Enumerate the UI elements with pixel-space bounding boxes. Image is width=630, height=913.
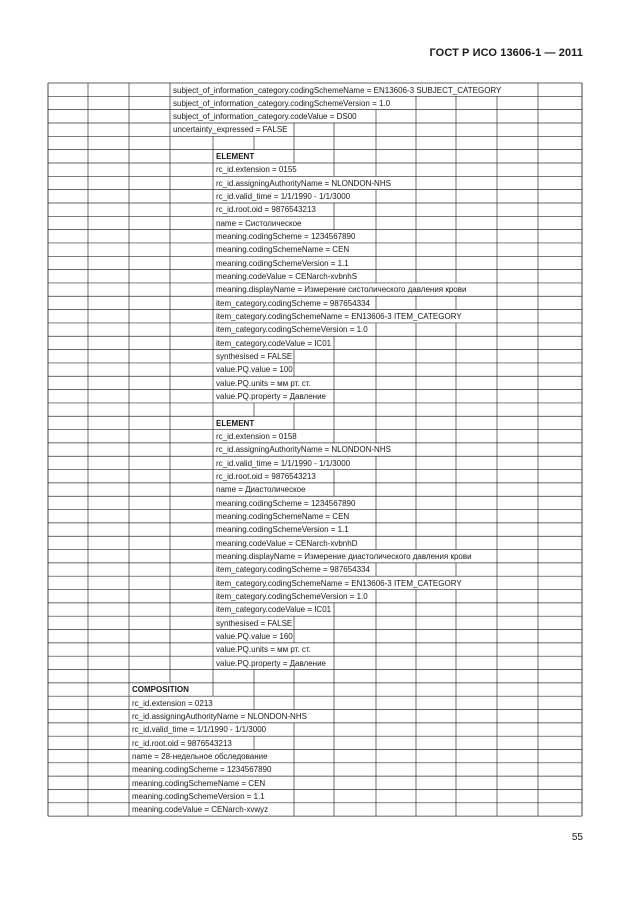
table-cell: item_category.codeValue = IC01: [216, 338, 332, 348]
table-cell: subject_of_information_category.codeValue = DS00: [173, 112, 357, 122]
table-cell: item_category.codingSchemeName = EN13606-3 ITEM_CATEGORY: [216, 312, 462, 322]
table-cell: meaning.displayName = Измерение систолического давления крови: [216, 285, 467, 295]
table-cell: meaning.displayName = Измерение диастолического давления крови: [216, 552, 472, 562]
table-cell: meaning.codeValue = CENarch-xvbnhS: [216, 272, 358, 282]
table-cell: rc_id.root.oid = 9876543213: [132, 738, 232, 748]
table-cell: meaning.codeValue = CENarch-xvwyz: [132, 805, 269, 815]
table-cell: rc_id.valid_time = 1/1/1990 - 1/1/3000: [216, 458, 351, 468]
table-cell: rc_id.valid_time = 1/1/1990 - 1/1/3000: [216, 192, 351, 202]
table-cell: [215, 670, 216, 683]
table-cell: meaning.codingSchemeName = CEN: [216, 512, 350, 522]
table-cell: rc_id.extension = 0158: [216, 432, 297, 442]
table-cell: item_category.codingSchemeVersion = 1.0: [216, 325, 368, 335]
table-cell: item_category.codingSchemeVersion = 1.0: [216, 592, 368, 602]
table-cell: name = Диастолическое: [216, 485, 306, 495]
table-cell: value.PQ.units = мм рт. ст.: [216, 645, 311, 655]
table-cell: meaning.codingSchemeVersion = 1.1: [216, 525, 349, 535]
table-cell: synthesised = FALSE: [216, 352, 293, 362]
table-cell: [215, 403, 216, 416]
table-cell: meaning.codingScheme = 1234567890: [216, 232, 356, 242]
table-cell: synthesised = FALSE: [216, 618, 293, 628]
table-cell: meaning.codingSchemeName = CEN: [132, 778, 266, 788]
table-cell: rc_id.assigningAuthorityName = NLONDON-NHS: [216, 178, 391, 188]
table-cell: name = 28-недельное обследование: [132, 752, 268, 761]
table-cell: value.PQ.value = 160: [216, 632, 293, 642]
table-cell: rc_id.valid_time = 1/1/1990 - 1/1/3000: [132, 725, 267, 735]
table-cell: item_category.codingScheme = 987654334: [216, 565, 370, 575]
table-cell: subject_of_information_category.codingSchemeVersion = 1.0: [173, 98, 391, 108]
table-cell: subject_of_information_category.codingSchemeName = EN13606-3 SUBJECT_CATEGORY: [173, 85, 502, 95]
table-cell: rc_id.assigningAuthorityName = NLONDON-NHS: [132, 712, 307, 721]
page-number: 55: [571, 832, 583, 843]
table-cell: rc_id.assigningAuthorityName = NLONDON-NHS: [216, 445, 391, 455]
table-cell: name = Систолическое: [216, 218, 302, 228]
table-cell: item_category.codingSchemeName = EN13606-3 ITEM_CATEGORY: [216, 578, 462, 588]
table-cell: [172, 137, 173, 150]
table-cell: rc_id.root.oid = 9876543213: [216, 205, 316, 215]
table-cell: rc_id.extension = 0155: [216, 165, 297, 175]
table-cell: meaning.codingScheme = 1234567890: [216, 498, 356, 508]
table-cell: meaning.codeValue = CENarch-xvbnhD: [216, 538, 358, 548]
document-header: ГОСТ Р ИСО 13606-1 — 2011: [429, 47, 583, 59]
table-cell: meaning.codingSchemeName = CEN: [216, 245, 350, 255]
table-cell: rc_id.extension = 0213: [132, 698, 213, 708]
table-cell: item_category.codingScheme = 987654334: [216, 298, 370, 308]
table-cell: uncertainty_expressed = FALSE: [173, 125, 288, 135]
table-cell: value.PQ.units = мм рт. ст.: [216, 378, 311, 388]
table-cell: value.PQ.property = Давление: [216, 392, 326, 402]
table-cell: meaning.codingSchemeVersion = 1.1: [216, 258, 349, 268]
section-heading-cell: COMPOSITION: [132, 685, 189, 695]
table-cell: meaning.codingSchemeVersion = 1.1: [132, 791, 265, 801]
section-heading-cell: ELEMENT: [216, 418, 255, 428]
section-heading-cell: ELEMENT: [216, 152, 255, 162]
table-cell: rc_id.root.oid = 9876543213: [216, 472, 316, 482]
table-cell: item_category.codeValue = IC01: [216, 605, 332, 615]
table-cell: value.PQ.property = Давление: [216, 658, 326, 668]
table-cell: meaning.codingScheme = 1234567890: [132, 765, 272, 775]
table-cell: value.PQ.value = 100: [216, 365, 293, 375]
